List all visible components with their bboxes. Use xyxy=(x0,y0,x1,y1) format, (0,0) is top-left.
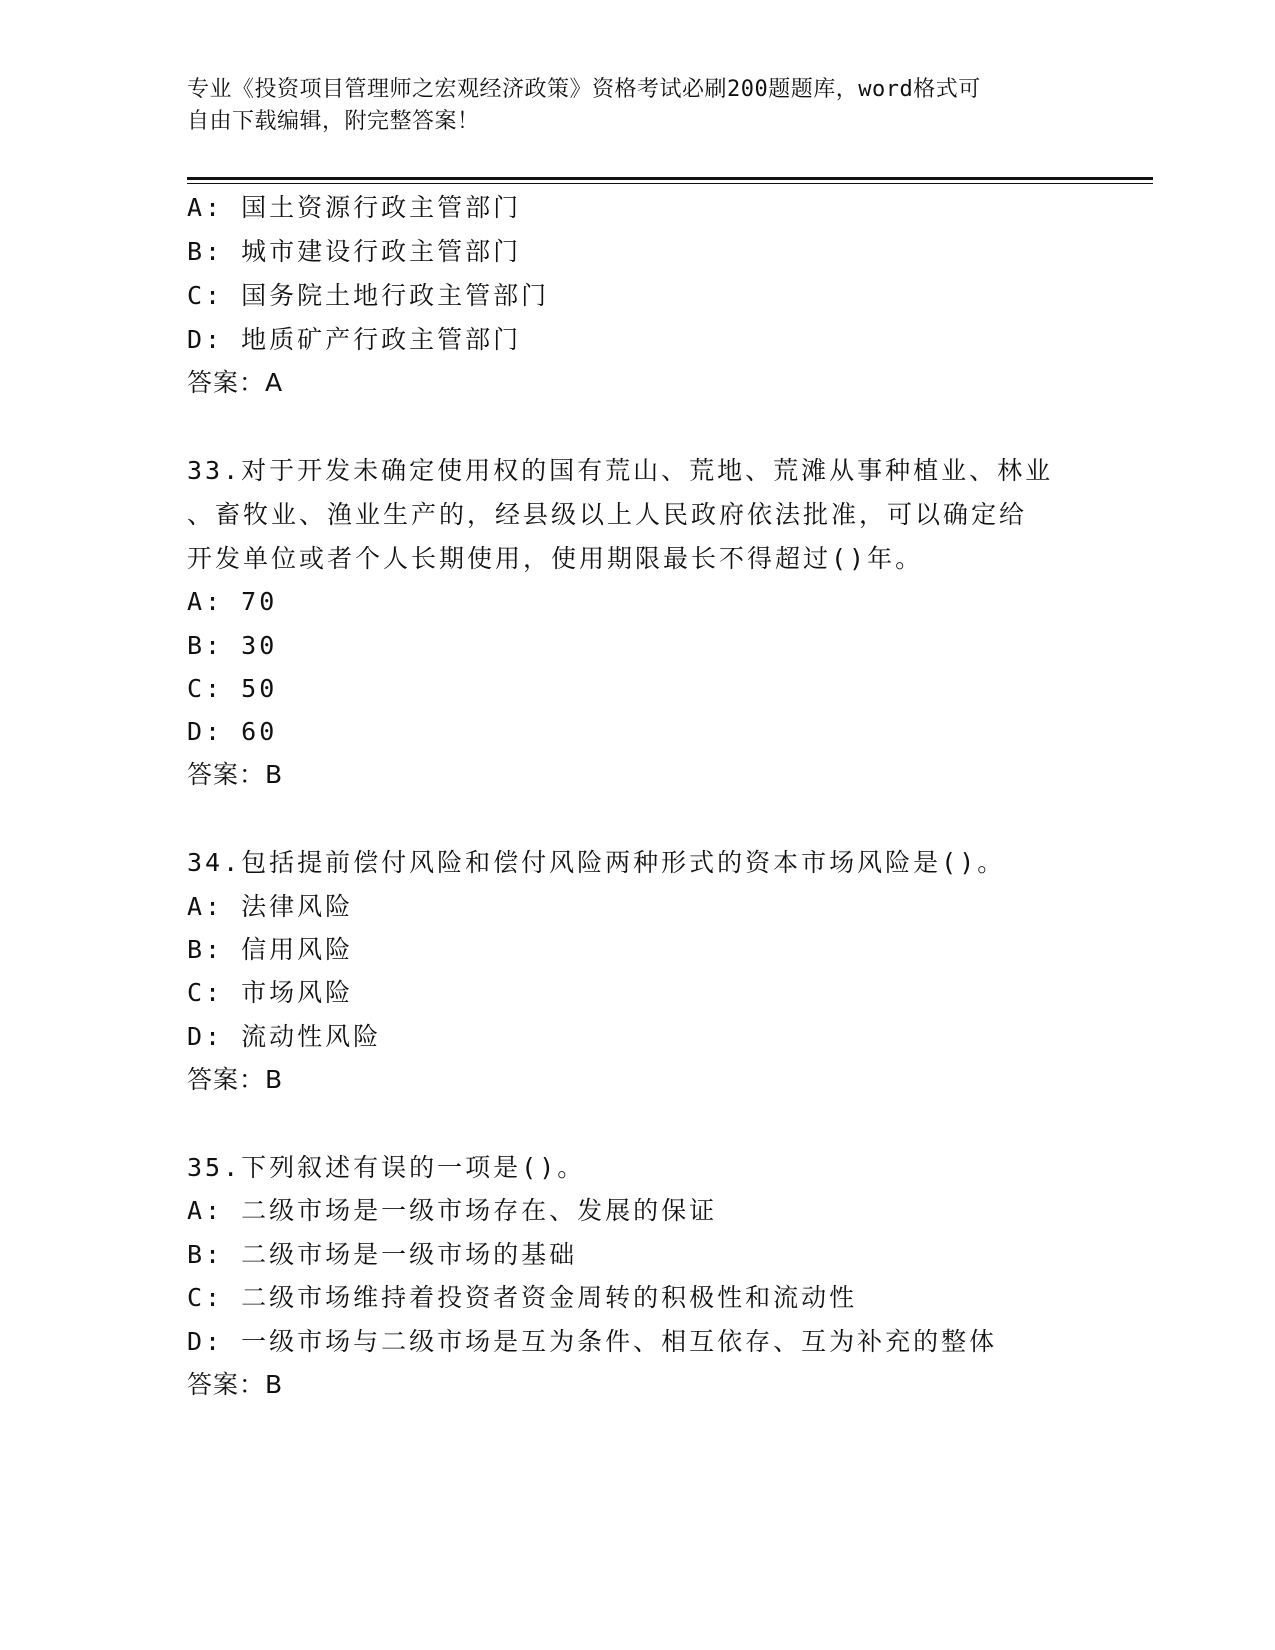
q32-option-b xyxy=(187,235,521,269)
option-text: 信用风险 xyxy=(241,935,354,964)
q35-stem-line-1: 35.下列叙述有误的一项是()。 xyxy=(187,1153,586,1182)
option-label: D: xyxy=(187,1327,224,1356)
option-label: B: xyxy=(187,1240,224,1269)
q35-option-c xyxy=(187,1281,857,1315)
option-text: 二级市场维持着投资者资金周转的积极性和流动性 xyxy=(241,1283,858,1312)
q32-option-d xyxy=(187,323,521,357)
q34-option-a xyxy=(187,890,353,924)
option-text: 流动性风险 xyxy=(241,1022,382,1051)
q35-answer: 答案：B xyxy=(187,1370,284,1399)
option-label: B: xyxy=(187,631,224,660)
option-label: B: xyxy=(187,935,224,964)
option-label: A: xyxy=(187,193,224,222)
option-text: 国土资源行政主管部门 xyxy=(241,193,522,222)
q32-answer: 答案：A xyxy=(187,368,284,397)
option-text: 30 xyxy=(241,631,278,660)
q33-option-a xyxy=(187,585,277,619)
option-label: A: xyxy=(187,1196,224,1225)
option-text: 二级市场是一级市场存在、发展的保证 xyxy=(241,1196,718,1225)
option-label: D: xyxy=(187,1022,224,1051)
q33-stem-line-1: 33.对于开发未确定使用权的国有荒山、荒地、荒滩从事种植业、林业 xyxy=(187,456,1054,485)
option-label: B: xyxy=(187,237,224,266)
q33-answer: 答案：B xyxy=(187,760,284,789)
q32-option-c xyxy=(187,279,549,313)
q34-option-c xyxy=(187,976,353,1010)
option-text: 50 xyxy=(241,674,278,703)
header-rule-thin xyxy=(187,183,1153,184)
q33-option-d xyxy=(187,715,277,749)
option-label: A: xyxy=(187,587,224,616)
q35-option-a xyxy=(187,1194,717,1228)
option-label: C: xyxy=(187,978,224,1007)
q34-option-d xyxy=(187,1020,381,1054)
header-rule-thick xyxy=(187,177,1153,180)
q33-option-c xyxy=(187,672,277,706)
option-text: 市场风险 xyxy=(241,978,354,1007)
option-label: C: xyxy=(187,1283,224,1312)
q34-stem-line-1: 34.包括提前偿付风险和偿付风险两种形式的资本市场风险是()。 xyxy=(187,848,1006,877)
q32-option-a xyxy=(187,191,521,225)
q35-option-d xyxy=(187,1325,997,1359)
option-text: 国务院土地行政主管部门 xyxy=(241,281,550,310)
q33-stem-line-3: 开发单位或者个人长期使用，使用期限最长不得超过()年。 xyxy=(187,544,924,573)
option-label: C: xyxy=(187,674,224,703)
header-line-1: 专业《投资项目管理师之宏观经济政策》资格考试必刷200题题库，word格式可 xyxy=(187,77,981,102)
option-text: 法律风险 xyxy=(241,892,354,921)
option-text: 60 xyxy=(241,717,278,746)
option-label: C: xyxy=(187,281,224,310)
option-text: 70 xyxy=(241,587,278,616)
q33-stem-line-2: 、畜牧业、渔业生产的，经县级以上人民政府依法批准，可以确定给 xyxy=(187,500,1028,529)
option-label: D: xyxy=(187,325,224,354)
option-text: 城市建设行政主管部门 xyxy=(241,237,522,266)
option-text: 地质矿产行政主管部门 xyxy=(241,325,522,354)
document-header xyxy=(187,74,1087,138)
q35-option-b xyxy=(187,1238,577,1272)
option-text: 一级市场与二级市场是互为条件、相互依存、互为补充的整体 xyxy=(241,1327,998,1356)
q34-option-b xyxy=(187,933,353,967)
q33-option-b xyxy=(187,629,277,663)
header-line-2: 自由下载编辑，附完整答案！ xyxy=(187,109,480,134)
option-text: 二级市场是一级市场的基础 xyxy=(241,1240,578,1269)
option-label: A: xyxy=(187,892,224,921)
q34-answer: 答案：B xyxy=(187,1065,284,1094)
option-label: D: xyxy=(187,717,224,746)
